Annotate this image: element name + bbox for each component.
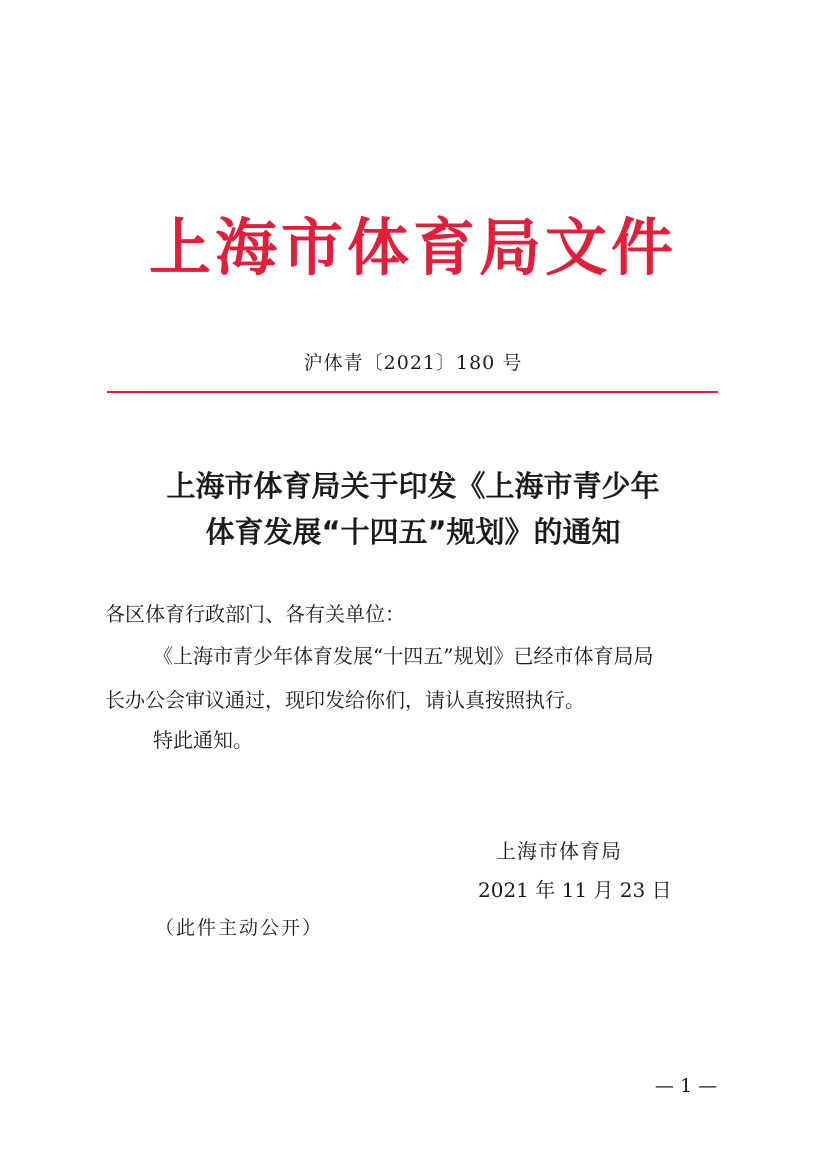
- document-number: 沪体青〔2021〕180 号: [303, 352, 523, 374]
- red-divider-line: [107, 391, 718, 393]
- page-number: — 1 —: [654, 1075, 718, 1097]
- disclosure-note: （此件主动公开）: [155, 917, 324, 939]
- title-line-1: 上海市体育局关于印发《上海市青少年: [166, 469, 660, 503]
- closing-text: 特此通知。: [153, 728, 253, 752]
- title-line-2: 体育发展“十四五”规划》的通知: [205, 515, 621, 549]
- paragraph-line-2: 长办公会审议通过，现印发给你们，请认真按照执行。: [105, 688, 585, 712]
- masthead-title: 上海市体育局文件: [148, 211, 677, 284]
- body-paragraph: [105, 634, 725, 722]
- signing-date: 2021 年 11 月 23 日: [478, 878, 672, 902]
- salutation: 各区体育行政部门、各有关单位：: [105, 602, 405, 626]
- document-title: [0, 463, 826, 555]
- paragraph-line-1: 《上海市青少年体育发展“十四五”规划》已经市体育局局: [153, 644, 654, 668]
- signing-organization: 上海市体育局: [496, 839, 622, 863]
